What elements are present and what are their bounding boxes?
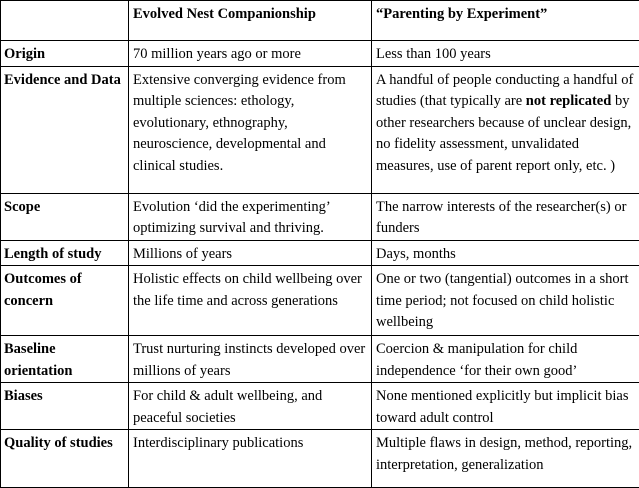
cell-experiment-origin: Less than 100 years (372, 41, 639, 67)
row-label-origin: Origin (1, 41, 129, 67)
cell-nest-origin: 70 million years ago or more (129, 41, 372, 67)
row-label-outcomes: Outcomes of concern (1, 266, 129, 336)
cell-nest-quality: Interdisciplinary publications (129, 430, 372, 488)
header-evolved-nest: Evolved Nest Companionship (129, 1, 372, 41)
cell-experiment-length: Days, months (372, 240, 639, 266)
row-label-scope: Scope (1, 193, 129, 240)
cell-experiment-baseline: Coercion & manipulation for child independence ‘for their own good’ (372, 336, 639, 383)
row-label-biases: Biases (1, 383, 129, 430)
table-row (1, 336, 639, 383)
row-label-quality: Quality of studies (1, 430, 129, 488)
row-label-length: Length of study (1, 240, 129, 266)
evidence-text-bold: not replicated (526, 93, 612, 109)
evidence-text-post: by other researchers because of unclear design, no fidelity assessment, unvalidated measures, use of parent report only, etc. ) (376, 93, 631, 174)
table-row (1, 266, 639, 336)
cell-nest-biases: For child & adult wellbeing, and peaceful societies (129, 383, 372, 430)
cell-experiment-biases: None mentioned explicitly but implicit bias toward adult control (372, 383, 639, 430)
cell-experiment-evidence (372, 66, 639, 193)
evidence-text-pre: A handful of people conducting a handful of studies (that typically are (376, 72, 633, 110)
table-row (1, 193, 639, 240)
cell-nest-baseline: Trust nurturing instincts developed over millions of years (129, 336, 372, 383)
row-label-baseline: Baseline orientation (1, 336, 129, 383)
cell-nest-length: Millions of years (129, 240, 372, 266)
cell-experiment-quality: Multiple flaws in design, method, reporting, interpretation, generalization (372, 430, 639, 488)
cell-nest-evidence: Extensive converging evidence from multiple sciences: ethology, evolutionary, ethnography, neuroscience, developmental and clinical studies. (129, 66, 372, 193)
header-blank (1, 1, 129, 41)
cell-experiment-scope: The narrow interests of the researcher(s) or funders (372, 193, 639, 240)
cell-nest-outcomes: Holistic effects on child wellbeing over the life time and across generations (129, 266, 372, 336)
table-row (1, 240, 639, 266)
table-row (1, 383, 639, 430)
table-row (1, 41, 639, 67)
header-parenting-by-experiment: “Parenting by Experiment” (372, 1, 639, 41)
cell-nest-scope: Evolution ‘did the experimenting’ optimizing survival and thriving. (129, 193, 372, 240)
table-row (1, 66, 639, 193)
header-row (1, 1, 639, 41)
cell-experiment-outcomes: One or two (tangential) outcomes in a short time period; not focused on child holistic wellbeing (372, 266, 639, 336)
row-label-evidence: Evidence and Data (1, 66, 129, 193)
